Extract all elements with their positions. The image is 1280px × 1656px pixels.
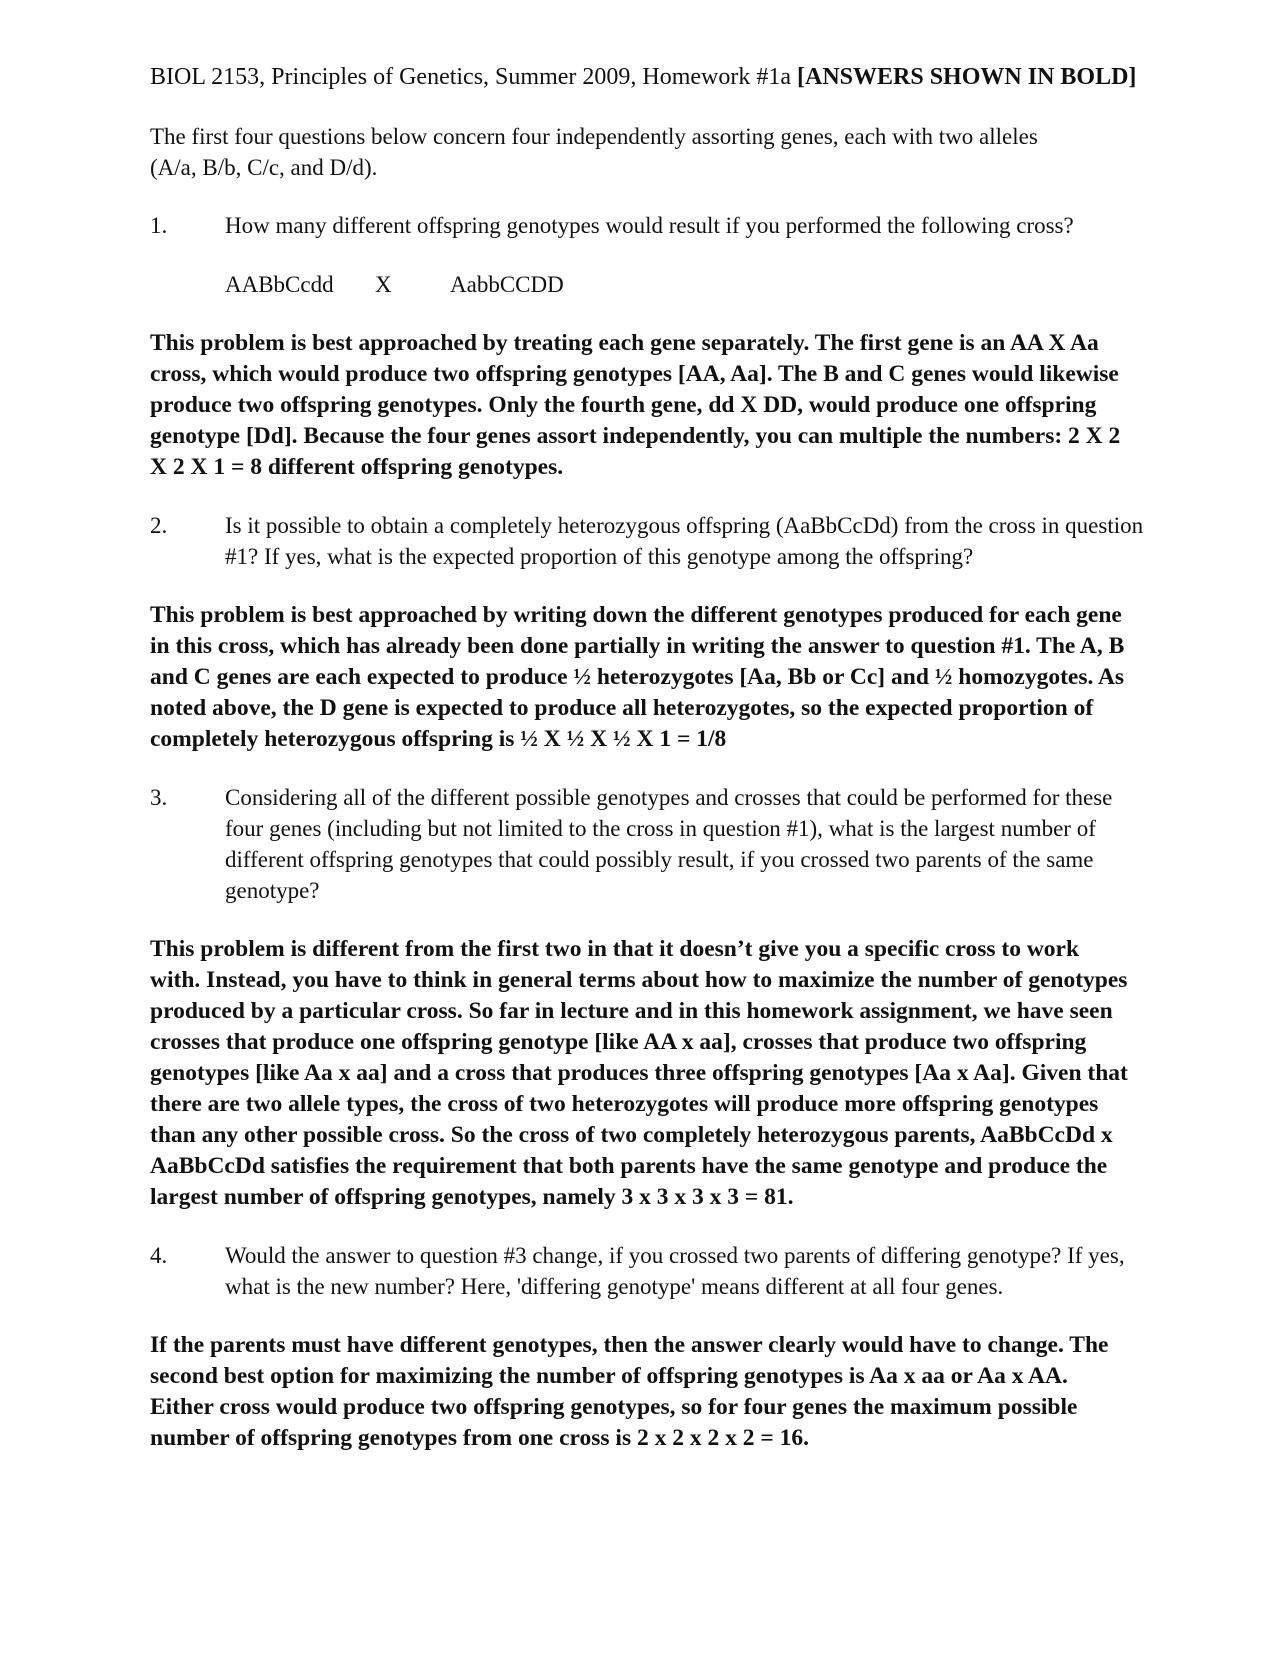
cross-parent-2: AabbCCDD xyxy=(450,272,564,297)
question-number: 3. xyxy=(150,785,168,810)
title-text: BIOL 2153, Principles of Genetics, Summer 2009, Homework #1a xyxy=(150,64,798,90)
question-text: Would the answer to question #3 change, if you crossed two parents of differing genotype? If yes, what is the new number? Here, 'differing genotype' means different at all four genes. xyxy=(225,1243,1125,1299)
cross-expression xyxy=(225,269,1150,300)
question-2 xyxy=(150,510,1150,572)
question-text: Considering all of the different possible genotypes and crosses that could be performed for these four genes (including but not limited to the cross in question #1), what is the largest number of different offspring genotypes that could possibly result, if you crossed two parents of the same genotype? xyxy=(225,785,1113,903)
question-text: Is it possible to obtain a completely heterozygous offspring (AaBbCcDd) from the cross in question #1? If yes, what is the expected proportion of this genotype among the offspring? xyxy=(225,513,1144,569)
question-number: 1. xyxy=(150,213,168,238)
cross-symbol: X xyxy=(375,272,392,297)
intro-paragraph: The first four questions below concern four independently assorting genes, each with two alleles (A/a, B/b, C/c, and D/d). xyxy=(150,124,1038,180)
answer-3: This problem is different from the first two in that it doesn’t give you a specific cross to work with. Instead, you have to think in general terms about how to maximize the number of genotypes produced by a particular cross. So far in lecture and in this homework assignment, we have seen crosses that produce one offspring genotype [like AA x aa], crosses that produce two offspring genotypes [like Aa x aa] and a cross that produces three offspring genotypes [Aa x Aa]. Given that there are two allele types, the cross of two heterozygotes will produce more offspring genotypes than any other possible cross. So the cross of two completely heterozygous parents, AaBbCcDd x AaBbCcDd satisfies the requirement that both parents have the same genotype and produce the largest number of offspring genotypes, namely 3 x 3 x 3 x 3 = 81. xyxy=(150,936,1128,1210)
question-4 xyxy=(150,1240,1150,1302)
document-page xyxy=(150,62,1150,1454)
question-3 xyxy=(150,782,1150,906)
answer-1: This problem is best approached by treating each gene separately. The first gene is an AA X Aa cross, which would produce two offspring genotypes [AA, Aa]. The B and C genes would likewise produce two offspring genotypes. Only the fourth gene, dd X DD, would produce one offspring genotype [Dd]. Because the four genes assort independently, you can multiple the numbers: 2 X 2 X 2 X 1 = 8 different offspring genotypes. xyxy=(150,330,1121,480)
question-1 xyxy=(150,210,1150,241)
answer-2: This problem is best approached by writing down the different genotypes produced for each gene in this cross, which has already been done partially in writing the answer to question #1. The A, B and C genes are each expected to produce ½ heterozygotes [Aa, Bb or Cc] and ½ homozygotes. As noted above, the D gene is expected to produce all heterozygotes, so the expected proportion of completely heterozygous offspring is ½ X ½ X ½ X 1 = 1/8 xyxy=(150,602,1125,752)
title-answers-note: [ANSWERS SHOWN IN BOLD] xyxy=(797,64,1137,90)
question-number: 4. xyxy=(150,1243,168,1268)
question-text: How many different offspring genotypes would result if you performed the following cross? xyxy=(225,213,1074,238)
document-title xyxy=(150,62,1150,93)
cross-parent-1: AABbCcdd xyxy=(225,272,334,297)
question-number: 2. xyxy=(150,513,168,538)
answer-4: If the parents must have different genotypes, then the answer clearly would have to change. The second best option for maximizing the number of offspring genotypes is Aa x aa or Aa x AA. Either cross would produce two offspring genotypes, so for four genes the maximum possible number of offspring genotypes from one cross is 2 x 2 x 2 x 2 = 16. xyxy=(150,1332,1109,1451)
